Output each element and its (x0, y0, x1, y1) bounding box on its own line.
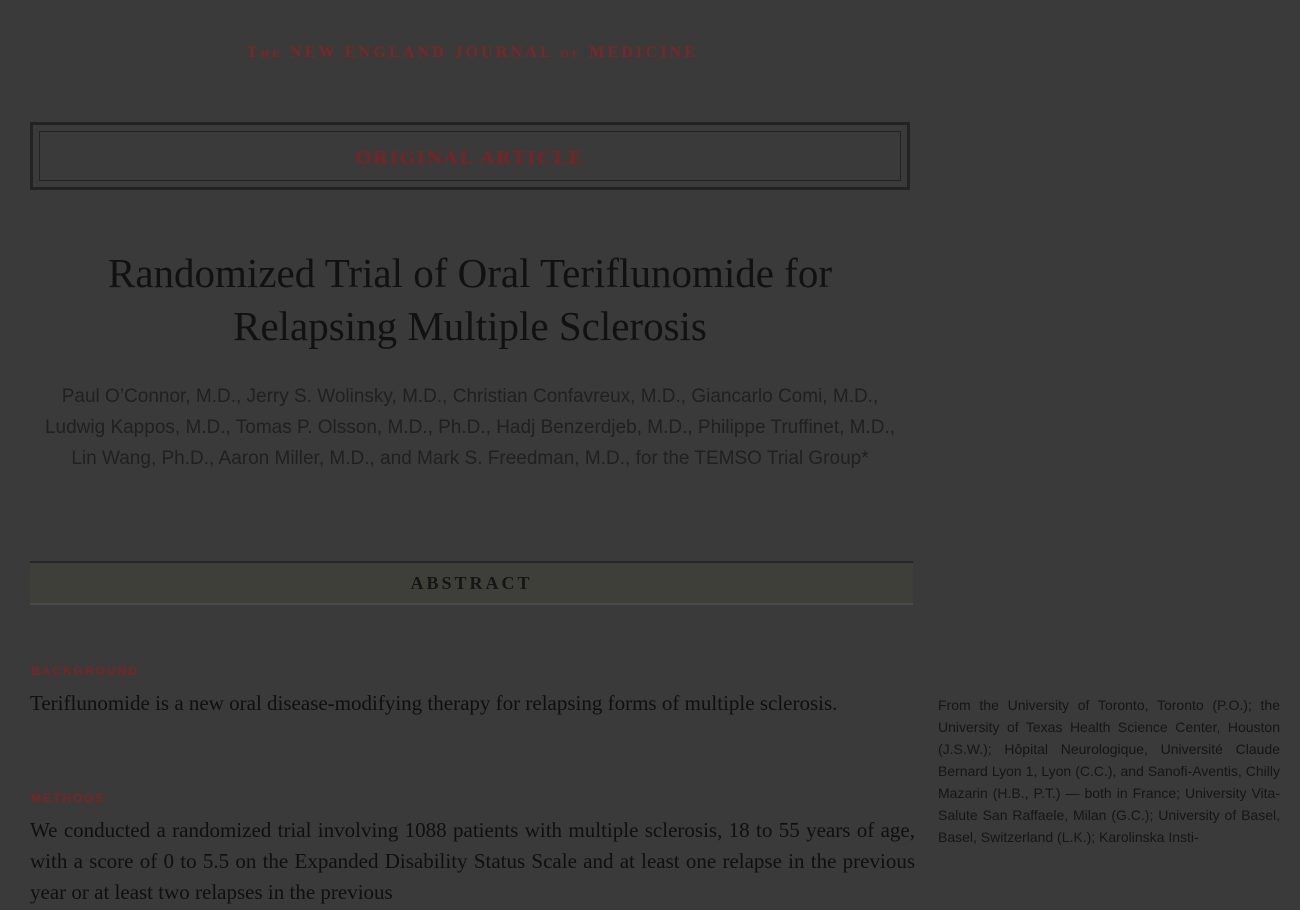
methods-label: METHODS (31, 791, 105, 805)
article-type-label: ORIGINAL ARTICLE (355, 147, 585, 169)
journal-name: The NEW ENGLAND JOURNAL of MEDICINE (246, 44, 699, 61)
abstract-heading: ABSTRACT (410, 573, 533, 593)
abstract-heading-bar (30, 561, 913, 605)
background-text: Teriflunomide is a new oral disease-modifying therapy for relapsing forms of multiple sclerosis. (30, 691, 838, 715)
article-type-box (30, 122, 910, 190)
author-affiliations: From the University of Toronto, Toronto (P.O.); the University of Texas Health Science Center, Houston (J.S.W.); Hôpital Neurologique, Université Claude Bernard Lyon 1, Lyon (C.C.), and Sanofi-Aventis, Chilly Mazarin (H.B., P.T.) — both in France; University Vita-Salute San Raffaele, Milan (G.C.); University of Basel, Basel, Switzerland (L.K.); Karolinska Insti- (938, 697, 1280, 845)
article-title: Randomized Trial of Oral Teriflunomide for Relapsing Multiple Sclerosis (108, 250, 832, 349)
background-label: BACKGROUND (31, 664, 139, 678)
author-list: Paul O’Connor, M.D., Jerry S. Wolinsky, M.D., Christian Confavreux, M.D., Giancarlo Comi, M.D., Ludwig Kappos, M.D., Tomas P. Olsson, M.D., Ph.D., Hadj Benzerdjeb, M.D., Philippe Truffinet, M.D., Lin Wang, Ph.D., Aaron Miller, M.D., and Mark S. Freedman, M.D., for the TEMSO Trial Group* (44, 386, 896, 469)
methods-text: We conducted a randomized trial involving 1088 patients with multiple sclerosis, 18 to 55 years of age, with a score of 0 to 5.5 on the Expanded Disability Status Scale and at least one relapse in the previous year or at least two relapses in the previous (30, 818, 915, 904)
